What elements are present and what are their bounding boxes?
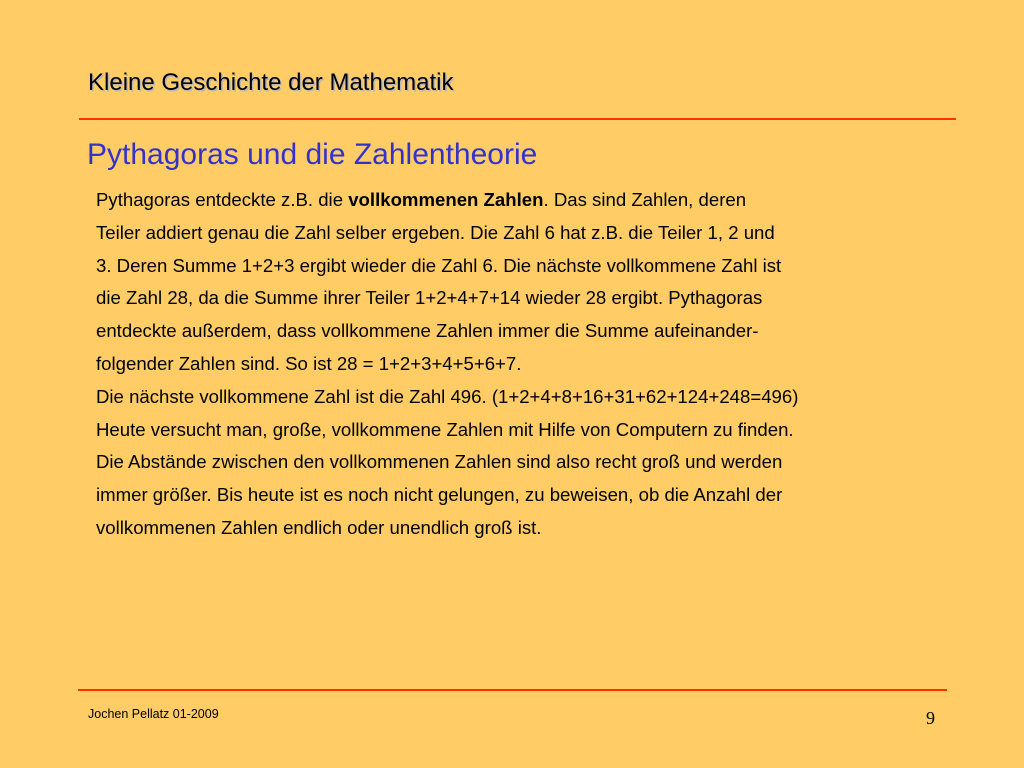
footer-author: Jochen Pellatz 01-2009 [88, 707, 219, 721]
body-line-2: Teiler addiert genau die Zahl selber ergeben. Die Zahl 6 hat z.B. die Teiler 1, 2 und [96, 221, 775, 243]
highlighted-term: vollkommenen Zahlen [348, 189, 544, 210]
body-line-10: immer größer. Bis heute ist es noch nicht gelungen, zu beweisen, ob die Anzahl der [96, 484, 783, 506]
body-line-3: 3. Deren Summe 1+2+3 ergibt wieder die Zahl 6. Die nächste vollkommene Zahl ist [96, 254, 782, 276]
body-line-8: Heute versucht man, große, vollkommene Zahlen mit Hilfe von Computern zu finden. [96, 418, 794, 440]
body-line-1 [96, 184, 966, 217]
body-line-1-start: Pythagoras entdeckte z.B. die [96, 189, 349, 210]
slide-body [96, 184, 966, 545]
page-number: 9 [926, 708, 935, 728]
body-line-4: die Zahl 28, da die Summe ihrer Teiler 1+2+4+7+14 wieder 28 ergibt. Pythagoras [96, 287, 763, 309]
body-line-7: Die nächste vollkommene Zahl ist die Zahl 496. (1+2+4+8+16+31+62+124+248=496) [96, 385, 799, 407]
body-line-11: vollkommenen Zahlen endlich oder unendlich groß ist. [96, 516, 542, 538]
presentation-title: Kleine Geschichte der Mathematik [88, 69, 454, 96]
body-line-5: entdeckte außerdem, dass vollkommene Zahlen immer die Summe aufeinander- [96, 320, 759, 342]
header-divider [79, 118, 956, 120]
slide-title: Pythagoras und die Zahlentheorie [87, 138, 538, 171]
body-line-1-end: . Das sind Zahlen, deren [543, 189, 747, 210]
footer-divider [78, 689, 947, 691]
body-line-9: Die Abstände zwischen den vollkommenen Zahlen sind also recht groß und werden [96, 451, 783, 473]
body-line-6: folgender Zahlen sind. So ist 28 = 1+2+3+4+5+6+7. [96, 352, 522, 374]
